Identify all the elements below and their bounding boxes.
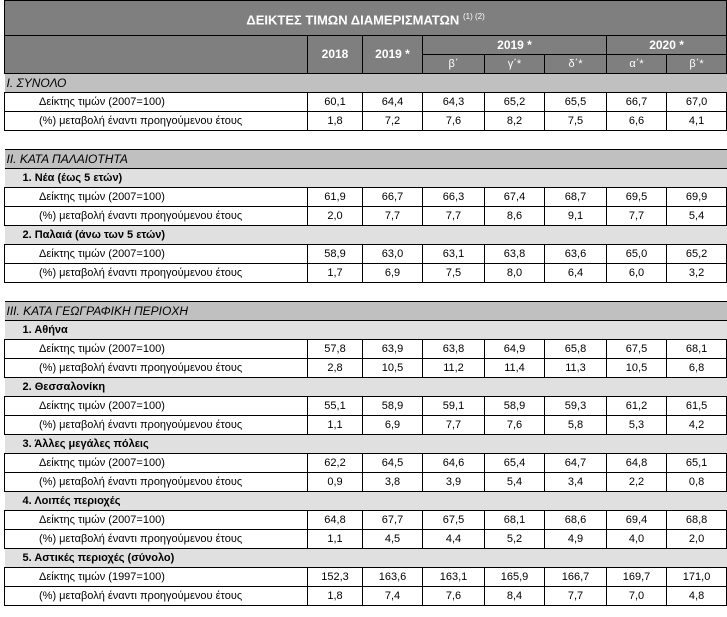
header-q-2020-b: β΄* bbox=[667, 55, 727, 74]
row-label: Δείκτης τιμών (2007=100) bbox=[5, 454, 308, 473]
cell-2019-q4: 63,6 bbox=[545, 245, 607, 264]
subsection-new-header bbox=[5, 169, 727, 188]
cell-2018: 0,9 bbox=[308, 473, 363, 492]
cell-2019-q3: 65,2 bbox=[485, 93, 545, 112]
cell-2019-q3: 11,4 bbox=[485, 359, 545, 378]
cell-2019-q3: 7,6 bbox=[485, 416, 545, 435]
row-label: Δείκτης τιμών (2007=100) bbox=[5, 245, 308, 264]
cell-2019-q2: 7,5 bbox=[423, 264, 485, 283]
cell-2018: 61,9 bbox=[308, 188, 363, 207]
cell-2019-q2: 7,6 bbox=[423, 112, 485, 131]
header-q-2020-a: α΄* bbox=[607, 55, 667, 74]
cell-2020-q2: 5,4 bbox=[667, 207, 727, 226]
cell-2019-q3: 8,4 bbox=[485, 587, 545, 606]
cell-2020-q1: 64,8 bbox=[607, 454, 667, 473]
table-row bbox=[5, 112, 727, 131]
table-row bbox=[5, 454, 727, 473]
cell-2020-q2: 2,0 bbox=[667, 530, 727, 549]
cell-2020-q2: 0,8 bbox=[667, 473, 727, 492]
cell-2019: 6,9 bbox=[363, 416, 423, 435]
cell-2019-q4: 68,7 bbox=[545, 188, 607, 207]
table-row bbox=[5, 416, 727, 435]
spacer-row bbox=[5, 283, 727, 302]
cell-2020-q2: 6,8 bbox=[667, 359, 727, 378]
row-label: Δείκτης τιμών (2007=100) bbox=[5, 340, 308, 359]
table-row bbox=[5, 93, 727, 112]
cell-2020-q1: 2,2 bbox=[607, 473, 667, 492]
cell-2019-q4: 9,1 bbox=[545, 207, 607, 226]
cell-2019: 10,5 bbox=[363, 359, 423, 378]
cell-2019: 7,2 bbox=[363, 112, 423, 131]
cell-2018: 64,8 bbox=[308, 511, 363, 530]
cell-2019: 63,9 bbox=[363, 340, 423, 359]
header-col-2019: 2019 * bbox=[363, 36, 423, 74]
cell-2020-q2: 3,2 bbox=[667, 264, 727, 283]
cell-2019-q4: 4,9 bbox=[545, 530, 607, 549]
cell-2018: 1,7 bbox=[308, 264, 363, 283]
section-region-header bbox=[5, 302, 727, 321]
cell-2020-q2: 171,0 bbox=[667, 568, 727, 587]
spacer-row bbox=[5, 131, 727, 150]
row-label: (%) μεταβολή έναντι προηγούμενου έτους bbox=[5, 587, 308, 606]
cell-2020-q2: 68,8 bbox=[667, 511, 727, 530]
subsection-thessaloniki-header bbox=[5, 378, 727, 397]
cell-2020-q1: 6,0 bbox=[607, 264, 667, 283]
cell-2019-q2: 64,3 bbox=[423, 93, 485, 112]
row-label: Δείκτης τιμών (1997=100) bbox=[5, 568, 308, 587]
cell-2019-q2: 7,7 bbox=[423, 207, 485, 226]
cell-2019-q2: 7,7 bbox=[423, 416, 485, 435]
cell-2019-q4: 59,3 bbox=[545, 397, 607, 416]
cell-2019-q2: 4,4 bbox=[423, 530, 485, 549]
cell-2019-q2: 63,1 bbox=[423, 245, 485, 264]
cell-2019: 67,7 bbox=[363, 511, 423, 530]
row-label: (%) μεταβολή έναντι προηγούμενου έτους bbox=[5, 207, 308, 226]
cell-2020-q1: 66,7 bbox=[607, 93, 667, 112]
cell-2019: 64,4 bbox=[363, 93, 423, 112]
cell-2019-q4: 64,7 bbox=[545, 454, 607, 473]
cell-2020-q1: 65,0 bbox=[607, 245, 667, 264]
cell-2020-q1: 7,7 bbox=[607, 207, 667, 226]
subsection-other-cities-header bbox=[5, 435, 727, 454]
cell-2020-q2: 69,9 bbox=[667, 188, 727, 207]
cell-2019-q3: 64,9 bbox=[485, 340, 545, 359]
cell-2019-q2: 3,9 bbox=[423, 473, 485, 492]
table-title bbox=[5, 1, 727, 36]
cell-2019-q4: 68,6 bbox=[545, 511, 607, 530]
cell-2018: 57,8 bbox=[308, 340, 363, 359]
subsection-title: 2. Θεσσαλονίκη bbox=[5, 378, 727, 397]
cell-2018: 1,8 bbox=[308, 112, 363, 131]
row-label: Δείκτης τιμών (2007=100) bbox=[5, 93, 308, 112]
table-row bbox=[5, 511, 727, 530]
cell-2020-q1: 6,6 bbox=[607, 112, 667, 131]
cell-2019: 163,6 bbox=[363, 568, 423, 587]
table-row bbox=[5, 207, 727, 226]
cell-2019-q3: 68,1 bbox=[485, 511, 545, 530]
table-row bbox=[5, 245, 727, 264]
cell-2020-q2: 65,2 bbox=[667, 245, 727, 264]
subsection-athens-header bbox=[5, 321, 727, 340]
subsection-title: 1. Νέα (έως 5 ετών) bbox=[5, 169, 727, 188]
row-label: (%) μεταβολή έναντι προηγούμενου έτους bbox=[5, 112, 308, 131]
row-label: (%) μεταβολή έναντι προηγούμενου έτους bbox=[5, 416, 308, 435]
table-title-notes: (1) (2) bbox=[462, 11, 485, 21]
row-label: (%) μεταβολή έναντι προηγούμενου έτους bbox=[5, 359, 308, 378]
cell-2019: 58,9 bbox=[363, 397, 423, 416]
cell-2019-q3: 63,8 bbox=[485, 245, 545, 264]
subsection-other-areas-header bbox=[5, 492, 727, 511]
cell-2019: 6,9 bbox=[363, 264, 423, 283]
cell-2019-q2: 66,3 bbox=[423, 188, 485, 207]
section-title: III. ΚΑΤΑ ΓΕΩΓΡΑΦΙΚΗ ΠΕΡΙΟΧΗ bbox=[5, 302, 727, 321]
cell-2019: 7,4 bbox=[363, 587, 423, 606]
cell-2020-q2: 68,1 bbox=[667, 340, 727, 359]
cell-2020-q2: 4,1 bbox=[667, 112, 727, 131]
cell-2019-q4: 5,8 bbox=[545, 416, 607, 435]
title-row bbox=[5, 1, 727, 36]
cell-2019-q3: 8,0 bbox=[485, 264, 545, 283]
subsection-title: 2. Παλαιά (άνω των 5 ετών) bbox=[5, 226, 727, 245]
subsection-title: 3. Άλλες μεγάλες πόλεις bbox=[5, 435, 727, 454]
row-label: (%) μεταβολή έναντι προηγούμενου έτους bbox=[5, 264, 308, 283]
cell-2019-q4: 7,7 bbox=[545, 587, 607, 606]
cell-2020-q2: 4,8 bbox=[667, 587, 727, 606]
cell-2019: 3,8 bbox=[363, 473, 423, 492]
cell-2019-q4: 7,5 bbox=[545, 112, 607, 131]
cell-2018: 2,0 bbox=[308, 207, 363, 226]
cell-2019-q3: 165,9 bbox=[485, 568, 545, 587]
cell-2018: 60,1 bbox=[308, 93, 363, 112]
row-label: Δείκτης τιμών (2007=100) bbox=[5, 511, 308, 530]
cell-2018: 2,8 bbox=[308, 359, 363, 378]
cell-2019-q4: 11,3 bbox=[545, 359, 607, 378]
cell-2019-q4: 65,5 bbox=[545, 93, 607, 112]
section-title: I. ΣΥΝΟΛΟ bbox=[5, 74, 727, 93]
cell-2020-q1: 61,2 bbox=[607, 397, 667, 416]
subsection-title: 1. Αθήνα bbox=[5, 321, 727, 340]
table-row bbox=[5, 264, 727, 283]
cell-2020-q1: 5,3 bbox=[607, 416, 667, 435]
header-group-2020: 2020 * bbox=[607, 36, 727, 55]
cell-2019-q2: 64,6 bbox=[423, 454, 485, 473]
cell-2019: 63,0 bbox=[363, 245, 423, 264]
cell-2019-q2: 163,1 bbox=[423, 568, 485, 587]
table-title-text: ΔΕΙΚΤΕΣ ΤΙΜΩΝ ΔΙΑΜΕΡΙΣΜΑΤΩΝ bbox=[246, 12, 460, 28]
price-index-table bbox=[4, 0, 727, 606]
header-label-blank bbox=[5, 36, 308, 74]
cell-2020-q1: 69,4 bbox=[607, 511, 667, 530]
row-label: Δείκτης τιμών (2007=100) bbox=[5, 397, 308, 416]
cell-2019-q4: 6,4 bbox=[545, 264, 607, 283]
cell-2019: 7,7 bbox=[363, 207, 423, 226]
table-row bbox=[5, 568, 727, 587]
table-row bbox=[5, 188, 727, 207]
cell-2019: 64,5 bbox=[363, 454, 423, 473]
cell-2020-q1: 4,0 bbox=[607, 530, 667, 549]
subsection-urban-header bbox=[5, 549, 727, 568]
cell-2019-q4: 3,4 bbox=[545, 473, 607, 492]
cell-2020-q2: 67,0 bbox=[667, 93, 727, 112]
cell-2019-q2: 67,5 bbox=[423, 511, 485, 530]
row-label: (%) μεταβολή έναντι προηγούμενου έτους bbox=[5, 473, 308, 492]
cell-2020-q2: 61,5 bbox=[667, 397, 727, 416]
cell-2019-q2: 11,2 bbox=[423, 359, 485, 378]
subsection-old-header bbox=[5, 226, 727, 245]
cell-2018: 1,1 bbox=[308, 530, 363, 549]
section-total-header bbox=[5, 74, 727, 93]
header-q-2019-d: δ΄* bbox=[545, 55, 607, 74]
row-label: (%) μεταβολή έναντι προηγούμενου έτους bbox=[5, 530, 308, 549]
cell-2019-q4: 166,7 bbox=[545, 568, 607, 587]
header-col-2018: 2018 bbox=[308, 36, 363, 74]
section-title: II. ΚΑΤΑ ΠΑΛΑΙΟΤΗΤΑ bbox=[5, 150, 727, 169]
cell-2019-q3: 8,2 bbox=[485, 112, 545, 131]
cell-2020-q1: 67,5 bbox=[607, 340, 667, 359]
header-q-2019-g: γ΄* bbox=[485, 55, 545, 74]
cell-2018: 1,1 bbox=[308, 416, 363, 435]
cell-2019-q2: 59,1 bbox=[423, 397, 485, 416]
subsection-title: 4. Λοιπές περιοχές bbox=[5, 492, 727, 511]
cell-2018: 58,9 bbox=[308, 245, 363, 264]
table-row bbox=[5, 359, 727, 378]
table-row bbox=[5, 530, 727, 549]
cell-2019-q3: 5,2 bbox=[485, 530, 545, 549]
cell-2018: 62,2 bbox=[308, 454, 363, 473]
table-row bbox=[5, 587, 727, 606]
subsection-title: 5. Αστικές περιοχές (σύνολο) bbox=[5, 549, 727, 568]
cell-2019: 66,7 bbox=[363, 188, 423, 207]
cell-2020-q1: 169,7 bbox=[607, 568, 667, 587]
cell-2020-q1: 69,5 bbox=[607, 188, 667, 207]
header-group-2019: 2019 * bbox=[423, 36, 607, 55]
cell-2020-q1: 7,0 bbox=[607, 587, 667, 606]
cell-2018: 55,1 bbox=[308, 397, 363, 416]
section-age-header bbox=[5, 150, 727, 169]
cell-2020-q2: 4,2 bbox=[667, 416, 727, 435]
cell-2019-q3: 58,9 bbox=[485, 397, 545, 416]
cell-2019-q3: 65,4 bbox=[485, 454, 545, 473]
cell-2019-q3: 67,4 bbox=[485, 188, 545, 207]
cell-2018: 152,3 bbox=[308, 568, 363, 587]
cell-2019-q3: 5,4 bbox=[485, 473, 545, 492]
table-row bbox=[5, 340, 727, 359]
cell-2019-q2: 7,6 bbox=[423, 587, 485, 606]
cell-2020-q1: 10,5 bbox=[607, 359, 667, 378]
table-row bbox=[5, 397, 727, 416]
cell-2020-q2: 65,1 bbox=[667, 454, 727, 473]
cell-2019: 4,5 bbox=[363, 530, 423, 549]
cell-2018: 1,8 bbox=[308, 587, 363, 606]
cell-2019-q2: 63,8 bbox=[423, 340, 485, 359]
header-q-2019-b: β΄ bbox=[423, 55, 485, 74]
row-label: Δείκτης τιμών (2007=100) bbox=[5, 188, 308, 207]
cell-2019-q4: 65,8 bbox=[545, 340, 607, 359]
table-row bbox=[5, 473, 727, 492]
header-row-1 bbox=[5, 36, 727, 55]
cell-2019-q3: 8,6 bbox=[485, 207, 545, 226]
